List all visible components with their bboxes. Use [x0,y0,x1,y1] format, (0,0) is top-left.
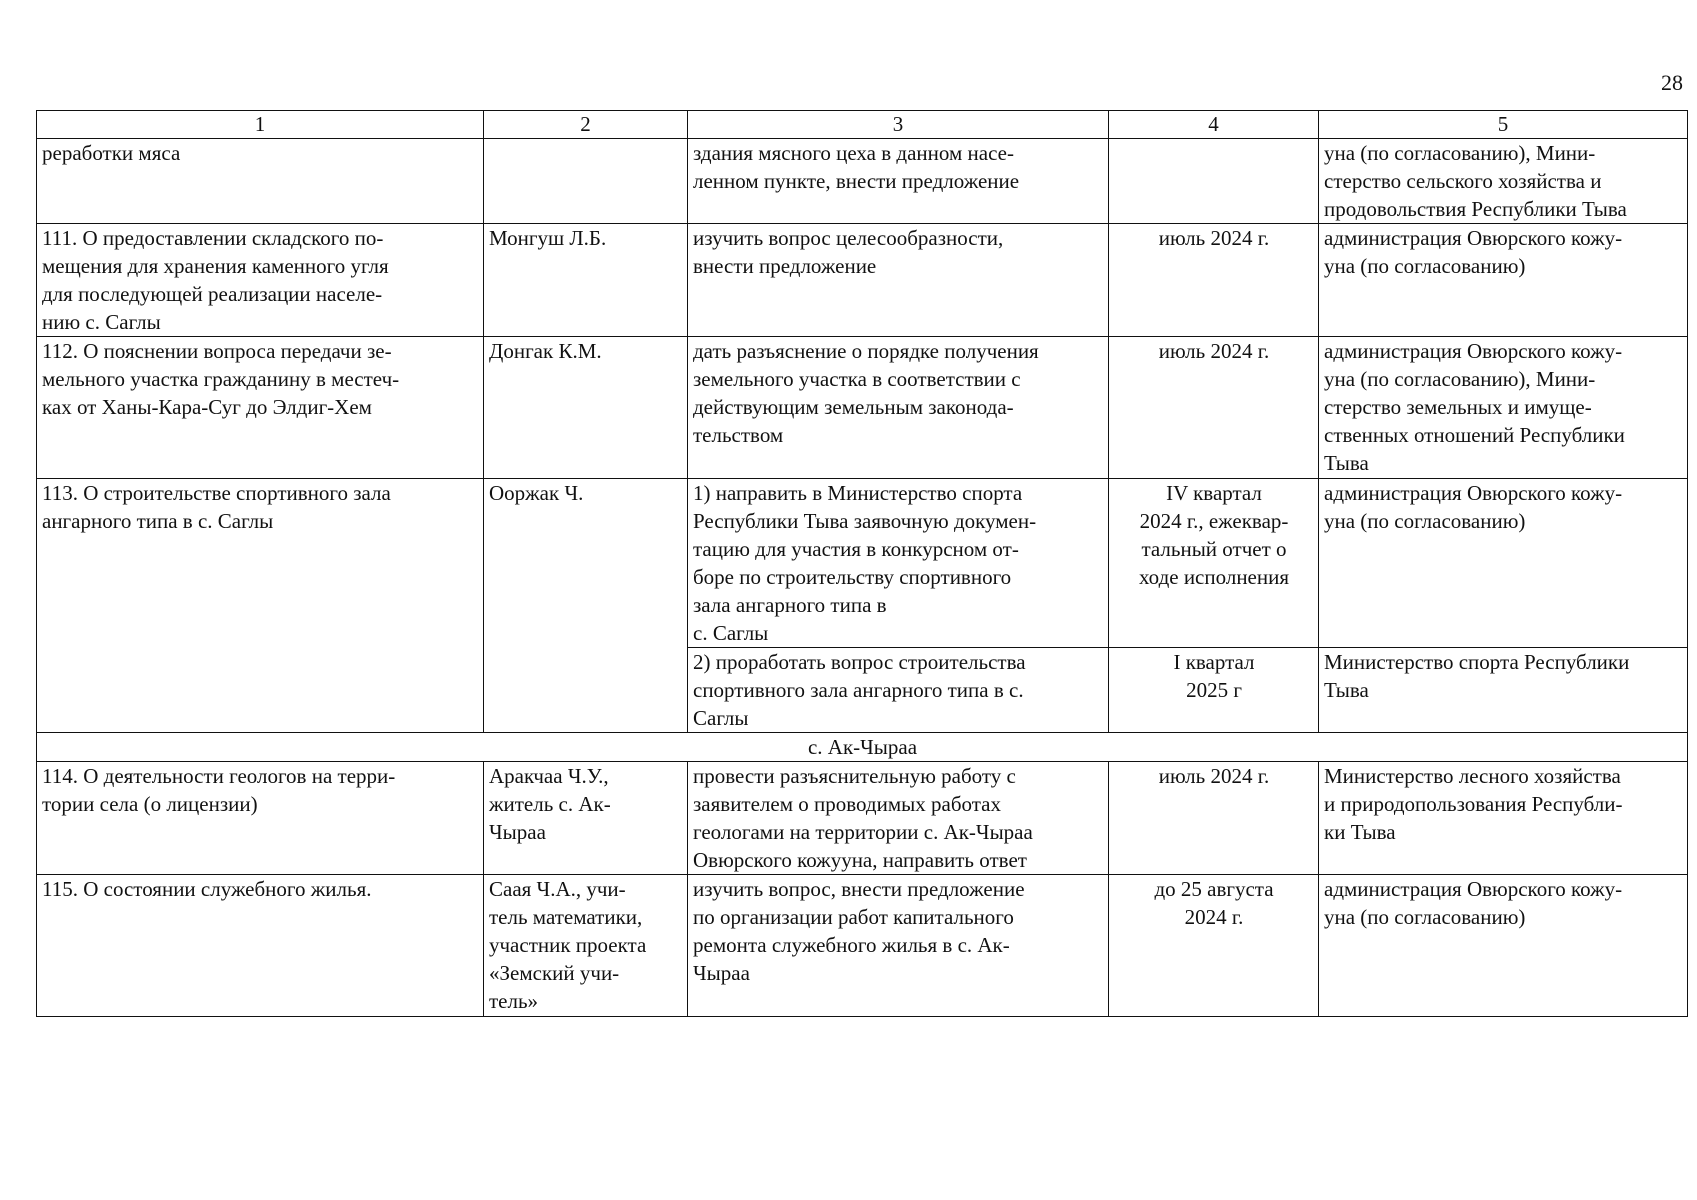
column-header-3: 3 [688,111,1109,139]
action-cell: здания мясного цеха в данном насе- ленном пункте, внести предложение [688,139,1109,224]
column-header-4: 4 [1109,111,1319,139]
action-cell: изучить вопрос целесообразности, внести предложение [688,224,1109,337]
column-header-1: 1 [37,111,484,139]
action-cell: 1) направить в Министерство спорта Республики Тыва заявочную докумен- тацию для участия в конкурсном от- боре по строительству спортивного зала ангарного типа в с. Саглы [688,479,1109,648]
topic-cell: 115. О состоянии служебного жилья. [37,875,484,1017]
deadline-cell: июль 2024 г. [1109,337,1319,479]
responsible-cell: администрация Овюрского кожу- уна (по согласованию) [1319,224,1688,337]
table-row [37,337,1688,479]
column-header-5: 5 [1319,111,1688,139]
responsible-cell: администрация Овюрского кожу- уна (по согласованию) [1319,875,1688,1017]
section-title: с. Ак-Чыраа [37,733,1688,762]
table-row [37,139,1688,224]
page-number: 28 [1661,70,1683,95]
applicant-cell: Аракчаа Ч.У., житель с. Ак- Чыраа [484,762,688,875]
responsible-cell: Министерство лесного хозяйства и природопользования Республи- ки Тыва [1319,762,1688,875]
deadline-cell: IV квартал 2024 г., ежеквар- тальный отчет о ходе исполнения [1109,479,1319,648]
topic-cell: реработки мяса [37,139,484,224]
deadline-cell [1109,139,1319,224]
applicant-cell [484,139,688,224]
deadline-cell: до 25 августа 2024 г. [1109,875,1319,1017]
responsible-cell: администрация Овюрского кожу- уна (по согласованию), Мини- стерство земельных и имуще- ственных отношений Республики Тыва [1319,337,1688,479]
action-cell: изучить вопрос, внести предложение по организации работ капитального ремонта служебного жилья в с. Ак- Чыраа [688,875,1109,1017]
applicant-cell: Донгак К.М. [484,337,688,479]
table-header-row [37,111,1688,139]
topic-cell: 112. О пояснении вопроса передачи зе- мельного участка гражданину в местеч- ках от Ханы-Кара-Суг до Элдиг-Хем [37,337,484,479]
column-header-2: 2 [484,111,688,139]
action-cell: провести разъяснительную работу с заявителем о проводимых работах геологами на территории с. Ак-Чыраа Овюрского кожууна, направить ответ [688,762,1109,875]
table-row [37,875,1688,1017]
topic-cell: 114. О деятельности геологов на терри- тории села (о лицензии) [37,762,484,875]
responsible-cell: уна (по согласованию), Мини- стерство сельского хозяйства и продовольствия Республики Тыва [1319,139,1688,224]
deadline-cell: июль 2024 г. [1109,762,1319,875]
table-row [37,224,1688,337]
responsible-cell: администрация Овюрского кожу- уна (по согласованию) [1319,479,1688,648]
action-cell: 2) проработать вопрос строительства спортивного зала ангарного типа в с. Саглы [688,648,1109,733]
applicant-cell: Монгуш Л.Б. [484,224,688,337]
measures-table [36,110,1688,1017]
topic-cell: 111. О предоставлении складского по- мещения для хранения каменного угля для последующей реализации населе- нию с. Саглы [37,224,484,337]
topic-cell: 113. О строительстве спортивного зала ангарного типа в с. Саглы [37,479,484,733]
applicant-cell: Ооржак Ч. [484,479,688,733]
applicant-cell: Саая Ч.А., учи- тель математики, участник проекта «Земский учи- тель» [484,875,688,1017]
table-row [37,762,1688,875]
section-row [37,733,1688,762]
deadline-cell: I квартал 2025 г [1109,648,1319,733]
deadline-cell: июль 2024 г. [1109,224,1319,337]
table-row [37,479,1688,648]
action-cell: дать разъяснение о порядке получения земельного участка в соответствии с действующим земельным законода- тельством [688,337,1109,479]
responsible-cell: Министерство спорта Республики Тыва [1319,648,1688,733]
